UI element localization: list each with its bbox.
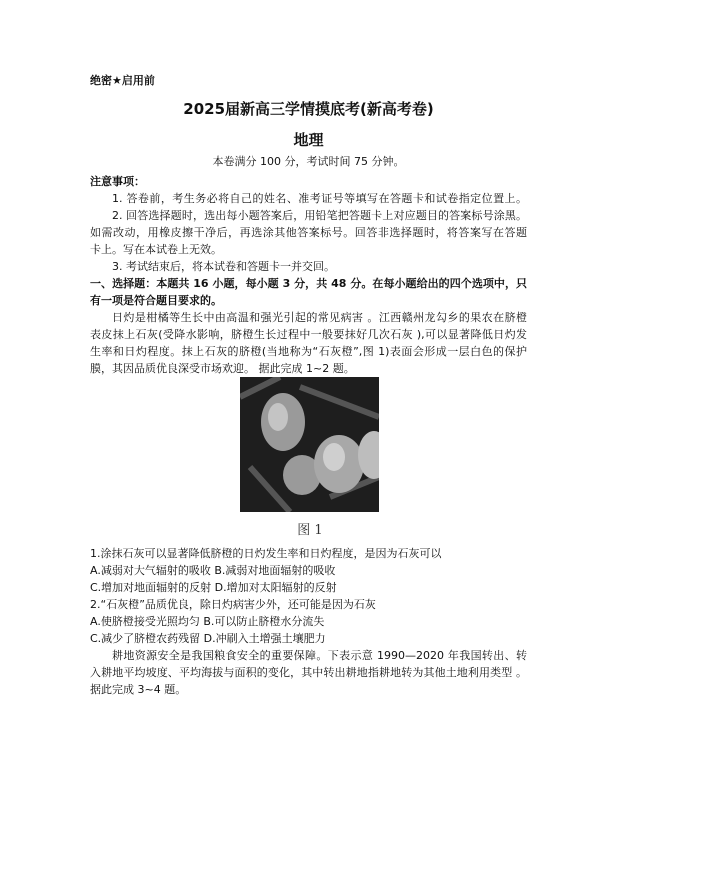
section-heading: 有一项是符合题目要求的。 bbox=[90, 294, 222, 307]
passage-line: 日灼是柑橘等生长中由高温和强光引起的常见病害 。江西赣州龙勾乡的果农在脐橙 bbox=[112, 311, 527, 324]
question-options: C.减少了脐橙农药残留 D.冲刷入土增强土壤肥力 bbox=[90, 632, 326, 645]
question-options: C.增加对地面辐射的反射 D.增加对太阳辐射的反射 bbox=[90, 581, 337, 594]
passage-line: 生率和日灼程度。抹上石灰的脐橙(当地称为“石灰橙”,图 1)表面会形成一层白色的保护 bbox=[90, 345, 527, 358]
question-stem: 2.“石灰橙”品质优良，除日灼病害少外，还可能是因为石灰 bbox=[90, 598, 376, 611]
notes-heading: 注意事项： bbox=[90, 175, 145, 188]
passage-line: 表皮抹上石灰(受降水影响，脐橙生长过程中一般要抹好几次石灰 ),可以显著降低日灼发 bbox=[90, 328, 527, 341]
passage-line: 耕地资源安全是我国粮食安全的重要保障。下表示意 1990—2020 年我国转出、转 bbox=[112, 649, 527, 662]
question-options: A.减弱对大气辐射的吸收 B.减弱对地面辐射的吸收 bbox=[90, 564, 336, 577]
question-options: A.使脐橙接受光照均匀 B.可以防止脐橙水分流失 bbox=[90, 615, 325, 628]
question-stem: 1.涂抹石灰可以显著降低脐橙的日灼发生率和日灼程度，是因为石灰可以 bbox=[90, 547, 442, 560]
passage-line: 据此完成 3~4 题。 bbox=[90, 683, 187, 696]
confidential-label: 绝密★启用前 bbox=[90, 74, 155, 87]
passage-line: 膜，其因品质优良深受市场欢迎。 据此完成 1~2 题。 bbox=[90, 362, 355, 375]
subject-title: 地理 bbox=[293, 131, 324, 149]
section-heading: 一、选择题：本题共 16 小题，每小题 3 分，共 48 分。在每小题给出的四个选项中，只 bbox=[90, 277, 527, 290]
notes-line: 2. 回答选择题时，选出每小题答案后，用铅笔把答题卡上对应题目的答案标号涂黑。 bbox=[112, 209, 527, 222]
notes-line: 如需改动，用橡皮擦干净后，再选涂其他答案标号。回答非选择题时，将答案写在答题 bbox=[90, 226, 527, 239]
exam-title: 2025届新高三学情摸底考(新高考卷) bbox=[183, 100, 434, 118]
notes-line: 卡上。写在本试卷上无效。 bbox=[90, 243, 222, 256]
navel-orange-photo bbox=[240, 377, 379, 512]
exam-subtitle: 本卷满分 100 分，考试时间 75 分钟。 bbox=[212, 155, 405, 168]
passage-line: 入耕地平均坡度、平均海拔与面积的变化，其中转出耕地指耕地转为其他土地利用类型 。 bbox=[90, 666, 527, 679]
notes-line: 3. 考试结束后，将本试卷和答题卡一并交回。 bbox=[112, 260, 335, 273]
figure-caption: 图 1 bbox=[297, 523, 323, 538]
notes-line: 1. 答卷前，考生务必将自己的姓名、准考证号等填写在答题卡和试卷指定位置上。 bbox=[112, 192, 527, 205]
